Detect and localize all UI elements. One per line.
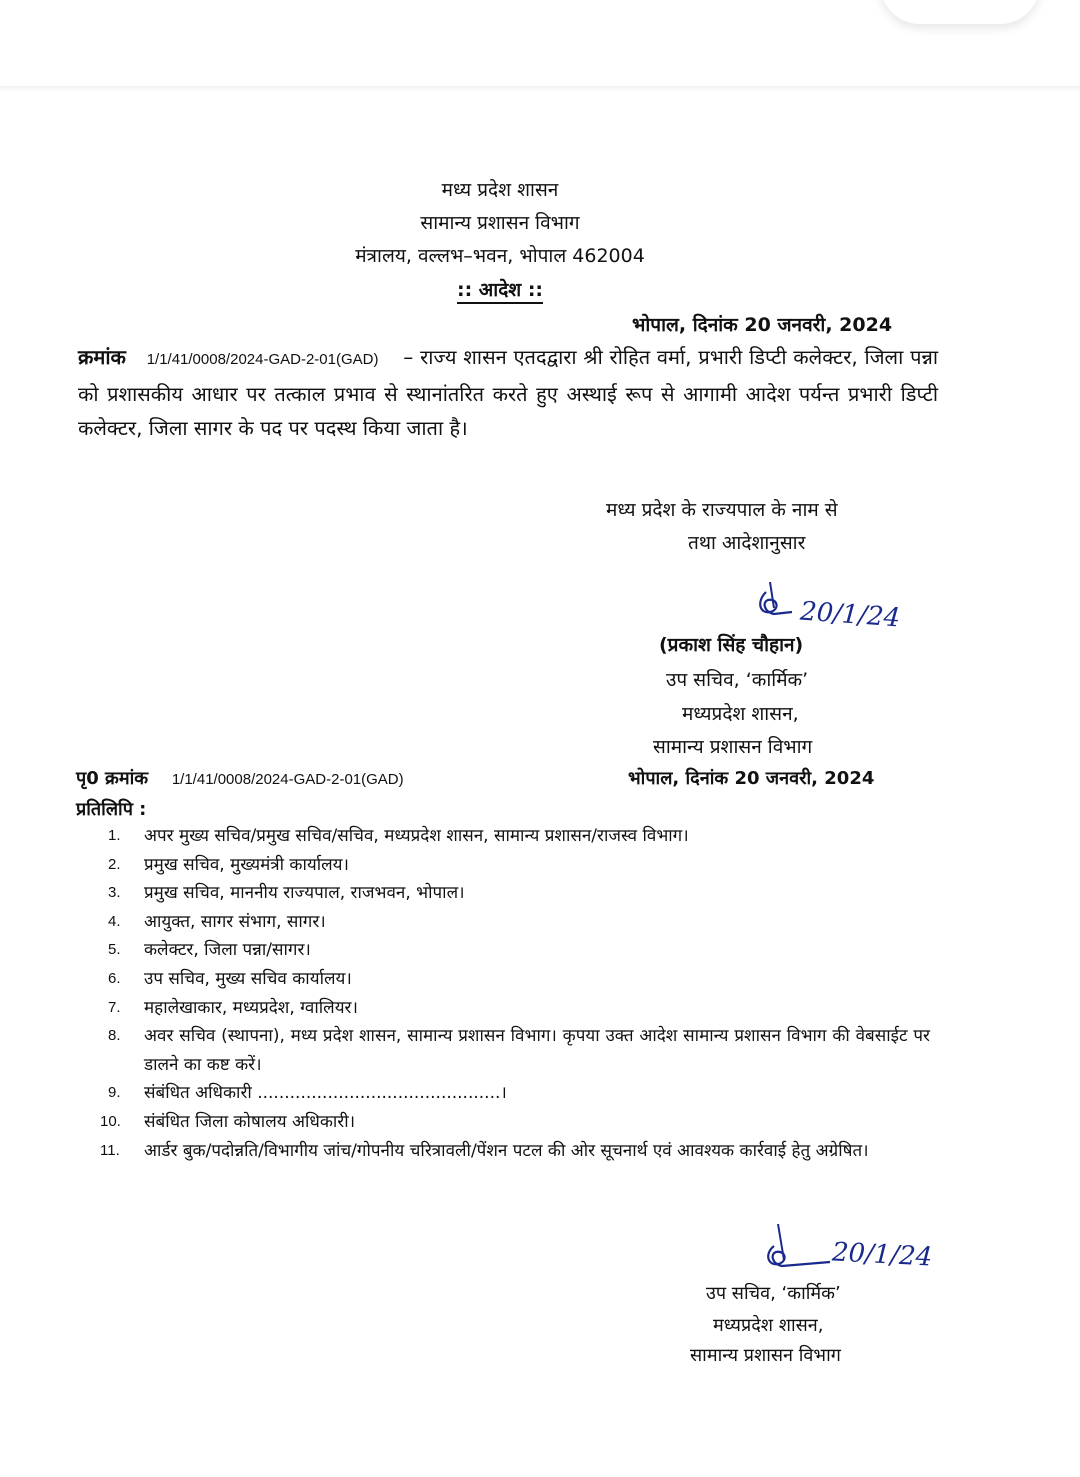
copy-item-number: 7.	[108, 998, 121, 1016]
signatory-designation: उप सचिव, ‘कार्मिक’	[666, 669, 809, 691]
copy-item	[108, 908, 930, 937]
copy-item	[108, 994, 930, 1023]
endorsement-signatory-designation: उप सचिव, ‘कार्मिक’	[706, 1283, 841, 1304]
copy-item-text: महालेखाकार, मध्यप्रदेश, ग्वालियर।	[144, 997, 358, 1018]
signature-date-2: 20/1/24	[831, 1237, 933, 1273]
endorsement-signatory-office-2: सामान्य प्रशासन विभाग	[690, 1345, 841, 1366]
endorsement-place-date: भोपाल, दिनांक 20 जनवरी, 2024	[628, 768, 875, 789]
copy-item	[108, 822, 930, 851]
copy-item-text: प्रमुख सचिव, माननीय राज्यपाल, राजभवन, भोपाल।	[144, 883, 465, 904]
endorsement-number: 1/1/41/0008/2024-GAD-2-01(GAD)	[171, 771, 404, 788]
scan-edge	[0, 86, 1080, 92]
order-title: :: आदेश ::	[0, 276, 1000, 302]
copy-item	[108, 936, 930, 965]
copy-item-number: 8.	[108, 1027, 121, 1045]
order-text: – राज्य शासन एतदद्वारा श्री रोहित वर्मा, प्रभारी डिप्टी कलेक्टर, जिला पन्ना को प्रशासकीय आधार पर तत्काल प्रभाव से स्थानांतरित करते हुए अस्थाई रूप से आगामी आदेश पर्यन्त प्रभारी डिप्टी कलेक्टर, जिला सागर के पद पर पदस्थ किया जाता है।	[78, 345, 939, 440]
signatory-office-1: मध्यप्रदेश शासन,	[682, 703, 799, 725]
copy-item-text: कलेक्टर, जिला पन्ना/सागर।	[144, 940, 311, 961]
signatory-office-2: सामान्य प्रशासन विभाग	[653, 736, 813, 758]
copy-item-number: 5.	[108, 941, 121, 959]
order-number: 1/1/41/0008/2024-GAD-2-01(GAD)	[146, 351, 379, 368]
copy-item-number: 4.	[108, 912, 121, 930]
copy-item	[108, 851, 930, 880]
copy-item	[100, 1137, 930, 1166]
copy-item	[108, 965, 930, 994]
copy-item-number: 10.	[100, 1112, 121, 1130]
order-place-date: भोपाल, दिनांक 20 जनवरी, 2024	[632, 314, 893, 336]
copy-item-text: आर्डर बुक/पदोन्नति/विभागीय जांच/गोपनीय चरित्रावली/पेंशन पटल की ओर सूचनार्थ एवं आवश्यक कार्रवाई हेतु अग्रेषित।	[144, 1140, 869, 1161]
copy-item-text: संबंधित जिला कोषालय अधिकारी।	[144, 1111, 356, 1132]
signatory-name: (प्रकाश सिंह चौहान)	[659, 634, 804, 656]
copy-item-text: संबंधित अधिकारी .............................................।	[144, 1083, 507, 1104]
copy-item-number: 11.	[100, 1141, 120, 1159]
endorsement-number-label: पृ0 क्रमांक	[76, 768, 149, 789]
govt-name: मध्य प्रदेश शासन	[441, 179, 559, 201]
copy-item-number: 3.	[108, 884, 121, 902]
copy-item	[108, 1079, 930, 1108]
copy-item	[108, 879, 930, 908]
corner-fold	[880, 0, 1040, 24]
copy-label: प्रतिलिपि :	[76, 799, 147, 820]
endorsement-number-row	[76, 766, 404, 790]
authority-line-2: तथा आदेशानुसार	[688, 532, 806, 554]
copy-item-number: 1.	[108, 827, 121, 844]
authority-line-1: मध्य प्रदेश के राज्यपाल के नाम से	[606, 499, 838, 521]
order-number-label: क्रमांक	[78, 345, 126, 369]
copy-item-text: प्रमुख सचिव, मुख्यमंत्री कार्यालय।	[144, 854, 349, 875]
copy-item	[100, 1108, 930, 1137]
endorsement-signatory-office-1: मध्यप्रदेश शासन,	[713, 1315, 824, 1336]
copy-item-number: 9.	[108, 1084, 121, 1102]
copy-item-number: 6.	[108, 969, 121, 987]
copy-item-text: अवर सचिव (स्थापना), मध्य प्रदेश शासन, सामान्य प्रशासन विभाग। कृपया उक्त आदेश सामान्य प्रशासन विभाग की वेबसाईट पर डालने का कष्ट करें।	[144, 1026, 930, 1075]
department-name: सामान्य प्रशासन विभाग	[420, 212, 580, 234]
order-body	[78, 340, 938, 445]
signature-date-1: 20/1/24	[799, 596, 902, 634]
copy-item-number: 2.	[108, 855, 121, 873]
copy-item-text: अपर मुख्य सचिव/प्रमुख सचिव/सचिव, मध्यप्रदेश शासन, सामान्य प्रशासन/राजस्व विभाग।	[144, 826, 689, 846]
copy-item-text: उप सचिव, मुख्य सचिव कार्यालय।	[144, 968, 352, 989]
copy-item	[108, 1022, 930, 1079]
office-address: मंत्रालय, वल्लभ–भवन, भोपाल 462004	[355, 245, 645, 267]
copy-list	[100, 822, 930, 1165]
copy-item-text: आयुक्त, सागर संभाग, सागर।	[144, 911, 326, 932]
